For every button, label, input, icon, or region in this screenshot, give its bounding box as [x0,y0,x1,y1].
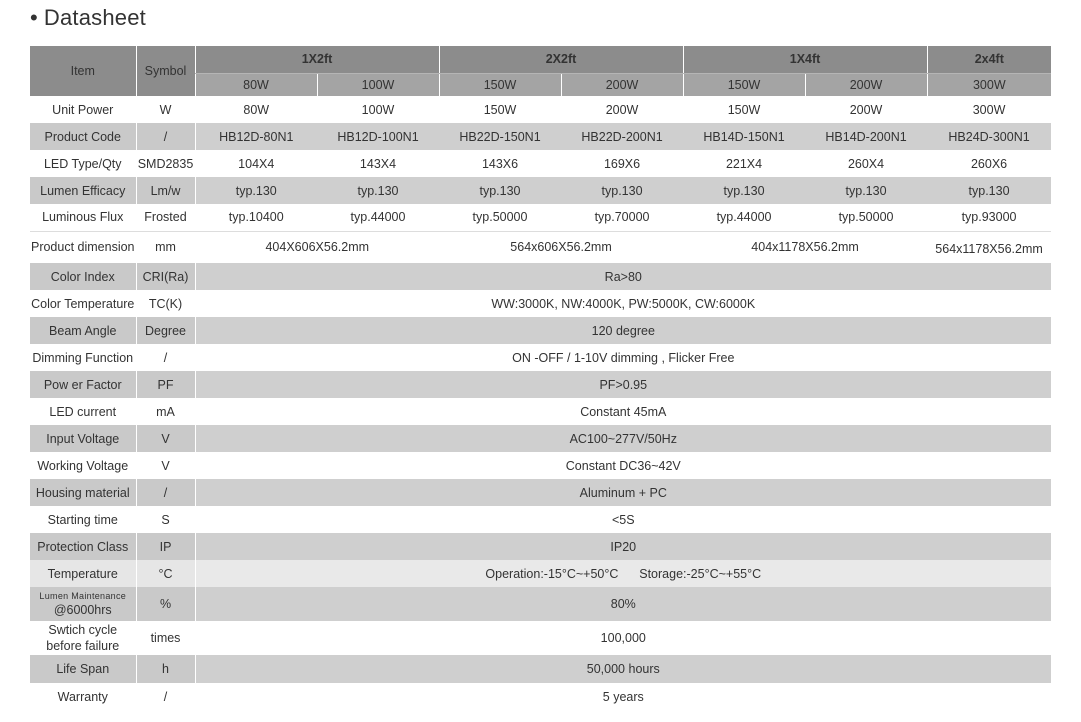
cell: IP20 [195,533,1051,560]
cell: typ.44000 [683,204,805,231]
cell: 404X606X56.2mm [195,231,439,263]
row-luminous-flux [30,204,1051,231]
cell: HB12D-80N1 [195,123,317,150]
cell: 564x606X56.2mm [439,231,683,263]
row-label [30,621,136,655]
page-title [30,5,146,31]
datasheet-table [30,46,1051,710]
cell: Ra>80 [195,263,1051,290]
row-label: Beam Angle [30,317,136,344]
cell: Constant DC36~42V [195,452,1051,479]
row-label: Unit Power [30,96,136,123]
row-symbol: Degree [136,317,195,344]
cell: HB22D-150N1 [439,123,561,150]
cell: 564x1178X56.2mm [927,231,1051,263]
cell: typ.93000 [927,204,1051,231]
row-symbol: / [136,683,195,710]
row-led-current [30,398,1051,425]
row-symbol: % [136,587,195,621]
row-symbol: SMD2835 [136,150,195,177]
row-lumen-maintenance [30,587,1051,621]
row-input-voltage [30,425,1051,452]
cell: HB14D-200N1 [805,123,927,150]
cell: typ.70000 [561,204,683,231]
row-label: Pow er Factor [30,371,136,398]
row-label: LED Type/Qty [30,150,136,177]
cell: 143X4 [317,150,439,177]
cell: 221X4 [683,150,805,177]
row-label-main: @6000hrs [53,602,112,617]
cell: 80W [195,96,317,123]
row-switch-cycle [30,621,1051,655]
row-symbol: PF [136,371,195,398]
cell: typ.130 [683,177,805,204]
cell: HB14D-150N1 [683,123,805,150]
cell: typ.10400 [195,204,317,231]
row-label: Working Voltage [30,452,136,479]
row-starting-time [30,506,1051,533]
cell: 150W [683,96,805,123]
row-symbol: V [136,452,195,479]
cell: 143X6 [439,150,561,177]
title-text: Datasheet [43,5,146,30]
cell: 300W [927,96,1051,123]
header-power: 150W [683,73,805,96]
cell: HB22D-200N1 [561,123,683,150]
row-label-line2: before failure [46,639,120,653]
row-power-factor [30,371,1051,398]
row-symbol: IP [136,533,195,560]
cell: <5S [195,506,1051,533]
cell: 404x1178X56.2mm [683,231,927,263]
header-power: 150W [439,73,561,96]
row-symbol: W [136,96,195,123]
row-symbol: TC(K) [136,290,195,317]
row-label: Housing material [30,479,136,506]
cell: 5 years [195,683,1051,710]
cell: typ.130 [195,177,317,204]
row-label: Color Index [30,263,136,290]
row-label-line1: Swtich cycle [48,623,118,637]
row-product-code [30,123,1051,150]
row-label: Dimming Function [30,344,136,371]
row-working-voltage [30,452,1051,479]
header-power: 100W [317,73,439,96]
row-symbol: S [136,506,195,533]
row-protection-class [30,533,1051,560]
row-symbol: Frosted [136,204,195,231]
row-symbol: °C [136,560,195,587]
row-label: Luminous Flux [30,204,136,231]
cell: 80% [195,587,1051,621]
row-symbol: Lm/w [136,177,195,204]
row-label: Warranty [30,683,136,710]
row-label-small: Lumen Maintenance [39,590,127,601]
row-label: Protection Class [30,533,136,560]
header-power: 200W [805,73,927,96]
cell: typ.130 [805,177,927,204]
row-symbol: / [136,344,195,371]
row-label: Color Temperature [30,290,136,317]
header-row-groups [30,46,1051,73]
row-beam-angle [30,317,1051,344]
header-symbol: Symbol [136,46,195,96]
row-label: Temperature [30,560,136,587]
cell: typ.50000 [439,204,561,231]
cell: typ.130 [317,177,439,204]
row-product-dimension [30,231,1051,263]
row-label: LED current [30,398,136,425]
cell: HB24D-300N1 [927,123,1051,150]
cell: Aluminum + PC [195,479,1051,506]
cell: Operation:-15°C~+50°C Storage:-25°C~+55°C [195,560,1051,587]
cell: 260X6 [927,150,1051,177]
cell: 50,000 hours [195,655,1051,683]
row-label: Product dimension [30,231,136,263]
cell: 104X4 [195,150,317,177]
row-symbol: mm [136,231,195,263]
row-housing-material [30,479,1051,506]
row-temperature [30,560,1051,587]
row-color-temperature [30,290,1051,317]
cell: 120 degree [195,317,1051,344]
header-power: 200W [561,73,683,96]
cell: typ.130 [927,177,1051,204]
row-symbol: mA [136,398,195,425]
row-led-type [30,150,1051,177]
cell: 100W [317,96,439,123]
cell: typ.44000 [317,204,439,231]
row-symbol: CRI(Ra) [136,263,195,290]
bullet-icon: • [30,5,38,30]
header-power: 300W [927,73,1051,96]
header-group-1x4: 1X4ft [683,46,927,73]
header-group-1x2: 1X2ft [195,46,439,73]
cell: 260X4 [805,150,927,177]
row-label: Starting time [30,506,136,533]
cell: AC100~277V/50Hz [195,425,1051,452]
row-dimming-function [30,344,1051,371]
cell: 200W [805,96,927,123]
header-group-2x2: 2X2ft [439,46,683,73]
cell: typ.50000 [805,204,927,231]
row-symbol: times [136,621,195,655]
row-symbol: h [136,655,195,683]
row-unit-power [30,96,1051,123]
row-symbol: V [136,425,195,452]
row-label: Lumen Efficacy [30,177,136,204]
row-life-span [30,655,1051,683]
cell: Constant 45mA [195,398,1051,425]
cell: ON -OFF / 1-10V dimming , Flicker Free [195,344,1051,371]
row-label: Input Voltage [30,425,136,452]
row-symbol: / [136,479,195,506]
row-label: Life Span [30,655,136,683]
cell: typ.130 [439,177,561,204]
header-item: Item [30,46,136,96]
row-label: Product Code [30,123,136,150]
row-label [30,587,136,621]
header-group-2x4: 2x4ft [927,46,1051,73]
cell: HB12D-100N1 [317,123,439,150]
cell: 150W [439,96,561,123]
cell: PF>0.95 [195,371,1051,398]
cell: typ.130 [561,177,683,204]
cell: 200W [561,96,683,123]
row-lumen-efficacy [30,177,1051,204]
cell: 100,000 [195,621,1051,655]
row-color-index [30,263,1051,290]
header-power: 80W [195,73,317,96]
row-warranty [30,683,1051,710]
cell: 169X6 [561,150,683,177]
cell: WW:3000K, NW:4000K, PW:5000K, CW:6000K [195,290,1051,317]
row-symbol: / [136,123,195,150]
